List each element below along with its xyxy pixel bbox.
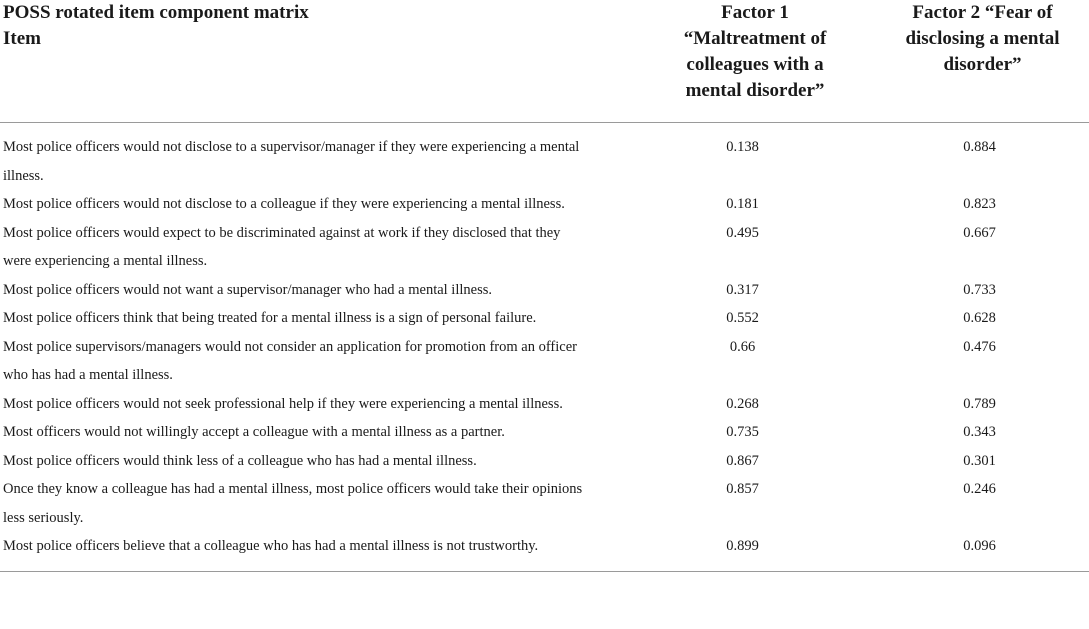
item-cell: Most police officers would not want a supervisor/manager who had a mental illness. [3,281,492,298]
factor2-loading: 0.733 [963,281,996,298]
factor1-loading: 0.181 [726,196,759,212]
factor1-loading: 0.857 [726,481,759,497]
item-cell: Most police officers would think less of a colleague who has had a mental illness. [3,452,477,469]
table-title: POSS rotated item component matrix [3,2,309,23]
factor1-name-line: “Maltreatment of [683,28,827,49]
factor2-column-header [870,0,1089,123]
factor2-loading: 0.884 [963,139,996,155]
factor1-name-line: mental disorder” [685,80,825,101]
factor1-name-line: colleagues with a [686,54,824,75]
table-row [0,333,1089,390]
factor1-loading: 0.317 [726,281,759,298]
factor1-column-header [615,0,870,123]
factor2-loading: 0.789 [963,395,996,412]
table-row [0,418,1089,447]
factor1-loading: 0.735 [726,424,759,440]
item-cell: Most police officers think that being treated for a mental illness is a sign of personal failure. [3,310,537,326]
factor2-loading: 0.667 [963,224,996,241]
item-cell: Once they know a colleague has had a mental illness, most police officers would take their opinions less seriously. [3,481,583,526]
factor2-loading: 0.823 [963,196,996,212]
table-row [0,276,1089,305]
table-row [0,304,1089,333]
factor2-loading: 0.246 [963,481,996,497]
factor2-title-line: disorder” [943,54,1022,75]
item-cell: Most police officers would not disclose to a supervisor/manager if they were experiencing a mental illness. [3,139,580,184]
factor1-loading: 0.268 [726,395,759,412]
factor1-loading: 0.138 [726,139,759,155]
item-column-header [0,0,615,123]
item-label: Item [3,28,41,49]
factor1-loading: 0.552 [726,310,759,326]
table-row [0,447,1089,476]
item-cell: Most police officers believe that a colleague who has had a mental illness is not trustworthy. [0,532,615,571]
table-row [0,475,1089,532]
factor1-loading: 0.899 [615,532,870,571]
factor2-loading: 0.301 [963,452,996,469]
table-header [0,0,1089,123]
table-row [0,390,1089,419]
factor2-loading: 0.096 [870,532,1089,571]
table-body [0,123,1089,572]
factor2-loading: 0.628 [963,310,996,326]
table-row [0,532,1089,571]
factor1-title: Factor 1 [721,2,789,23]
table-row [0,123,1089,191]
factor2-loading: 0.476 [963,338,996,355]
table-row [0,190,1089,219]
factor1-loading: 0.66 [729,338,756,355]
table-row [0,219,1089,276]
header-row [0,0,1089,123]
factor2-loading: 0.343 [963,424,996,440]
item-cell: Most police officers would not seek professional help if they were experiencing a mental illness. [3,395,563,412]
factor1-loading: 0.867 [726,452,759,469]
item-cell: Most police officers would not disclose to a colleague if they were experiencing a mental illness. [3,196,565,212]
factor1-loading: 0.495 [726,224,759,241]
item-cell: Most officers would not willingly accept a colleague with a mental illness as a partner. [3,424,505,440]
factor2-title-line: disclosing a mental [905,28,1060,49]
item-cell: Most police supervisors/managers would not consider an application for promotion from an officer who has had a mental illness. [3,338,577,383]
factor2-title-line: Factor 2 “Fear of [912,2,1053,23]
item-cell: Most police officers would expect to be discriminated against at work if they disclosed that they were experiencing a mental illness. [3,224,561,269]
